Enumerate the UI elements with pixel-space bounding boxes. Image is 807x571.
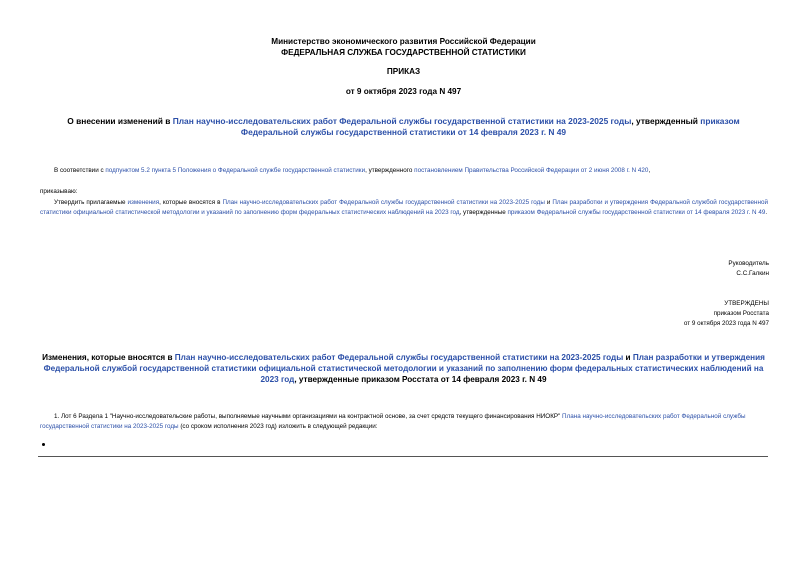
order-title xyxy=(40,116,767,138)
order-title-middle: , утвержденный xyxy=(631,116,701,126)
paragraph-text: Утвердить прилагаемые xyxy=(54,199,128,206)
signer-name: С.С.Галкин xyxy=(736,270,769,277)
changes-title-suffix: , утвержденные приказом Росстата от 14 февраля 2023 г. N 49 xyxy=(294,375,547,384)
approval-line-1: УТВЕРЖДЕНЫ xyxy=(724,300,769,307)
item-text: (со сроком исполнения 2023 год) изложить в следующей редакции: xyxy=(178,422,378,430)
service-name: ФЕДЕРАЛЬНАЯ СЛУЖБА ГОСУДАРСТВЕННОЙ СТАТИСТИКИ xyxy=(281,48,526,57)
paragraph-text: , утвержденные xyxy=(459,208,508,216)
approval-line-2: приказом Росстата xyxy=(713,310,769,317)
changes-methodology-plan-link[interactable]: План разработки и утверждения Федеральной службой государственной статистики официальной статистической методологии и указаний по заполнению форм федеральных статистических наблюдений на 2023 год xyxy=(43,353,765,384)
paragraph-text: , утвержденного xyxy=(365,167,415,174)
bullet-marker xyxy=(42,443,45,446)
paragraph-text: , которые вносятся в xyxy=(159,199,223,206)
changes-research-plan-link[interactable]: План научно-исследовательских работ Федеральной службы государственной статистики на 2023-2025 годы xyxy=(174,353,624,362)
order-title-prefix: О внесении изменений в xyxy=(67,116,173,126)
approval-line-3: от 9 октября 2023 года N 497 xyxy=(683,320,769,327)
changes-title-middle: и xyxy=(623,353,633,362)
order-source-link[interactable]: Федеральной службы государственной статистики от 14 февраля 2023 г. N 49 xyxy=(240,127,567,137)
order-verb: приказываю: xyxy=(40,188,78,195)
order-link[interactable]: приказом xyxy=(700,116,740,126)
item-1 xyxy=(40,412,768,431)
plan-link[interactable]: План научно-исследовательских работ Федеральной службы государственной статистики на 2023-2025 годы xyxy=(172,116,632,126)
signer-position: Руководитель xyxy=(728,260,769,267)
changes-title xyxy=(40,352,767,385)
item-plan-link[interactable]: Плана научно-исследовательских работ Федеральной службы государственной статистики на 2023-2025 годы xyxy=(40,413,746,430)
approval-block xyxy=(684,299,769,329)
paragraph-text: , xyxy=(648,167,651,174)
signature-block xyxy=(728,259,769,279)
paragraph-text: В соответствии с xyxy=(54,167,106,174)
paragraph-basis xyxy=(40,166,768,176)
changes-title-prefix: Изменения, которые вносятся в xyxy=(42,353,175,362)
regulation-link[interactable]: подпунктом 5.2 пункта 5 Положения о Федеральной службе государственной статистики xyxy=(105,167,366,174)
paragraph-text: и xyxy=(544,199,553,206)
order-49-link[interactable]: приказом Федеральной службы государственной статистики от 14 февраля 2023 г. N 49 xyxy=(507,208,766,216)
doc-type: ПРИКАЗ xyxy=(386,67,421,76)
paragraph-text: . xyxy=(765,208,768,216)
research-plan-link[interactable]: План научно-исследовательских работ Федеральной службы государственной статистики на 2023-2025 годы xyxy=(222,199,545,206)
doc-date-number: от 9 октября 2023 года N 497 xyxy=(345,87,462,96)
ministry-name: Министерство экономического развития Российской Федерации xyxy=(271,37,536,46)
item-text: 1. Лот 6 Раздела 1 "Научно-исследовательские работы, выполняемые научными организациями на контрактной основе, за счет средств текущего финансирования НИОКР" xyxy=(54,413,563,420)
government-decree-link[interactable]: постановлением Правительства Российской Федерации от 2 июня 2008 г. N 420 xyxy=(414,167,649,174)
horizontal-rule xyxy=(38,456,768,457)
paragraph-approve xyxy=(40,198,768,217)
changes-link[interactable]: изменения xyxy=(127,199,160,206)
methodology-plan-link[interactable]: План разработки и утверждения Федеральной службой государственной статистики официальной статистической методологии и указаний по заполнению форм федеральных статистических наблюдений на 2023 год xyxy=(40,199,768,216)
